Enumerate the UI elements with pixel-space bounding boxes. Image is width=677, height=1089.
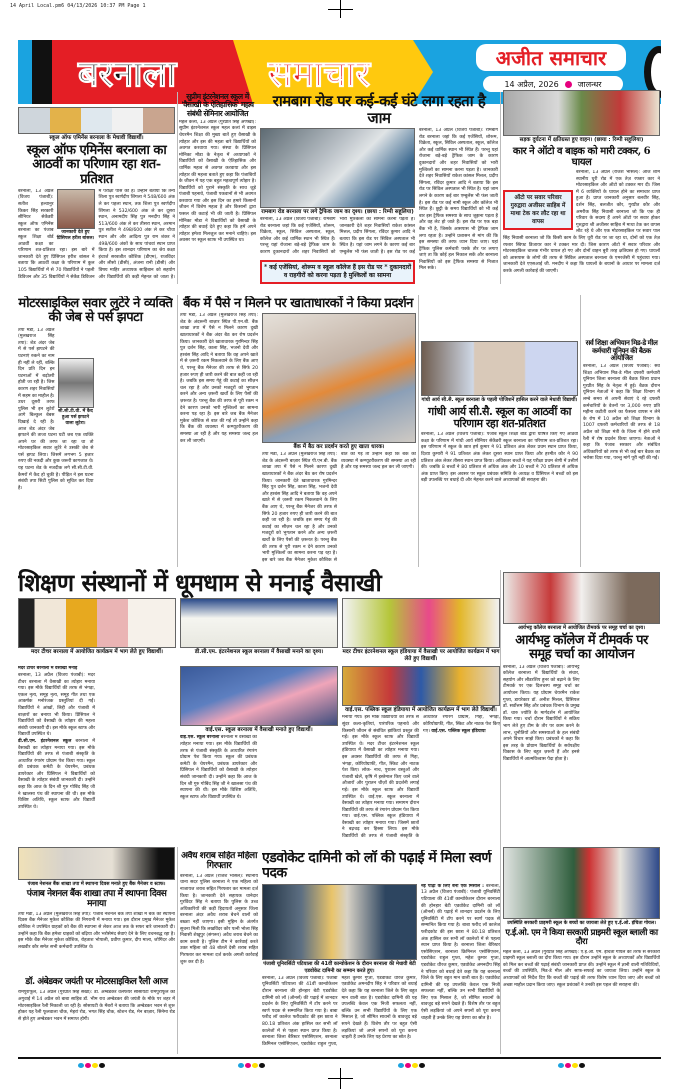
headline: ए.ई.ओ. एम ने किया सरकारी प्राइमरी स्कूल ब्लाली का दौरा: [505, 928, 658, 948]
subheading: डी.सी.एम. इंटरनेशनल स्कूल: [18, 738, 72, 744]
article-body: बरनाला, 13 अप्रैल (विजय पंजाबी): पंजाबी यूनिवर्सिटी पटियाला की 41वीं कान्वोकेशन दौरान बरनाला की होनहार बेटी एडवोकेट दामिनी को लॉ (ऑनर्स) की पढ़ाई में शानदार प्रदर्शन के लिए यूनिवर्सिटी में टॉप करने पर स्वर्ण पदक से सम्मानित किया गया है। बाबा फरीद लॉ कालेज फरीदकोट की इस छात्रा ने 80.18 प्रतिशत अंक हासिल कर सभी लॉ कालेजों में से पहला स्थान प्राप्त किया है। बरनाला जिला बैरिस्टर एसोसिएशन, बरनाला क्रिमिनल एसोसिएशन, एडवोकेट राहुल गुप्ता, महेश कुमार गुप्ता, एडवोकेट धीरज कुमार, एडवोकेट अमनदीप सिंह ने परिवार को बधाई देते कहा कि यह बरनाला जिले के लिए बहुत मान वाली बात है। एडवोकेट दामिनी की यह उपलब्धि केवल एक निजी सफलता नहीं, बल्कि उन सभी विद्यार्थियों के लिए एक मिसाल है, जो सीमित साधनों के बावजूद बड़े सपने देखते हैं। विशेष तौर पर बहुत ऐसी लड़कियां जो अपने सपनों को पूरा करना चाहती हैं उनके लिए यह प्रेरणा का स्रोत है।: [262, 975, 417, 1047]
headline: सुप्रीम इंटरनेशनल स्कूल में 'वैसाखी के ऐतिहासिक' महत्व संबंधी सेमिनार आयोजित: [181, 92, 254, 118]
body-text: बरनाला, 13 अप्रैल (विजय पंजाबी): मदर टीचर बरनाला में वैसाखी का त्योहार मनाया गया। इस मौके विद्यार्थियों की तरफ से भंगड़ा, एकल नृत्य, समूह नृत्य, समूह गीत तथा एक आकर्षक मनोरंजक प्रस्तुतियां दी गईं। विद्यार्थियों ने आंखों, लिद्दी और पंजाबी में बाज़ारों का बनाया भी किया। प्रिंसिपल ने विद्यार्थियों को वैसाखी के त्योहार की महत्ता संबंधी जानकारी दी। इस मौके स्कूल स्टाफ और विद्यार्थी उपस्थित थे।: [18, 672, 95, 738]
principal-photo: [57, 189, 95, 229]
color-registration-marks: [238, 1063, 265, 1068]
photo-row: [18, 598, 500, 664]
body-text: बरनाला में वैसाखी का त्योहार मनाया गया। इस मौके विद्यार्थियों की तरफ से पंजाबी संस्कृति के आधारित रंगारंग प्रोग्राम पेश किया गया। स्कूल की प्रबंधक कमेटी के चेयरमैन, प्रबंधक डायरेक्टर और प्रिंसिपल ने विद्यार्थियों को वैसाखी के त्योहार संबंधी जानकारी दी। उन्होंने कहा कि आज के दिन श्री गुरु गोबिंद सिंह जी ने खालसा पंथ की स्थापना की थी। इस मौके विशिष्ट अतिथि, स्कूल स्टाफ और विद्यार्थी उपस्थित थे।: [18, 738, 95, 810]
cctv-photo: [58, 358, 94, 408]
cctv-photo-block: [58, 358, 94, 428]
photo-caption: मदर टीचर बरनाला में आयोजित कार्यक्रम में भाग लेते हुए विद्यार्थी।: [31, 649, 163, 656]
body-text: मनाया गया। इस मौके विद्यार्थियों की तरफ से सुंदर कला-कृतियां, पारंपरिक पहनावे और किसानी जीवन से संबंधित झांकियां प्रस्तुत की गईं। इस मौके स्कूल स्टाफ और विद्यार्थी उपस्थित थे। मदर टीचर इंटरनेशनल स्कूल हंडियाया में वैसाखी का त्योहार मनाया गया। इस अवसर विद्यार्थियों की तरफ से गिद्दा, भंगड़ा, कोरियोग्राफी, गीत, स्किट और नाटक पेश किए।: [342, 715, 419, 774]
brand-name: अजीत समाचार: [476, 44, 626, 71]
event-photo-1: [18, 598, 176, 648]
crop-mark: [328, 9, 353, 10]
photo-caption: रामबाग रोड बरनाला पर लगे ट्रैफिक जाम का दृश्य। (छाया : रिम्पी सहूलिया): [261, 209, 414, 215]
article-bank-protest: [180, 296, 416, 567]
event-photo-2: [180, 598, 338, 648]
headline: आर्यभट्ट कॉलेज में टीमवर्क पर समूह चर्चा का आयोजन: [515, 633, 648, 663]
headline: गांधी आर्य सी.सै. स्कूल का आठवीं का परिणाम रहा शत-प्रतिशत: [427, 405, 571, 431]
section-vaisakhi: [18, 569, 500, 847]
article-illegal-liquor: [180, 851, 258, 1054]
photo-caption: उपस्थिति सरकारी प्राइमरी स्कूल के बच्चों का जायजा लेते हुए ए.ई.ओ. इंचिता गोयल।: [507, 921, 656, 926]
event-photo-4: [180, 666, 338, 726]
crop-mark: [328, 1078, 353, 1079]
photo-caption: पंजाब नेशनल बैंक शाखा तपा में स्थापना दिवस मनाते हुए बैंक मैनेजर व स्टाफ।: [27, 882, 166, 887]
highlight-box: ऑटो पर सवार परिवार गुरुद्वारा अजीसर साहिब में माथा टेक कर लौट रहा था वापस: [503, 190, 573, 230]
traffic-jam-photo: [260, 128, 415, 208]
photo-caption: सी.सी.टी.वी. में कैद हुआ पर्स झपटने वाला लुटेरा।: [58, 408, 93, 426]
article-body: महल कलां, 13 अप्रैल (गुरप्रीत सिंह अणखी): सुप्रीम इंटरनेशनल स्कूल महल कलां में वाइस चेयरमैन शिक्षा की मुख्य बातें हुए वैसाखी के त्योहार और इस की महता बारे विद्यार्थियों को अवगत करवाया गया। संस्था के प्रिंसिपल मोनिका मौडा के नेतृत्व में अध्यापकों ने विद्यार्थियों को वैसाखी के ऐतिहासिक और धार्मिक महत्व से अवगत करवाया और इस त्योहार की महत्ता बताते हुए कहा कि पंजाबियों के जीवन में यह एक बहुत महत्वपूर्ण त्योहार है। विद्यार्थियों को पुराने संस्कृति के साथ जुड़े पंजाबी पहनावे, पंजाबी पकवानों से भी अवगत करवाया गया और इस दिन का हमारे किसानों जीवन में विशेष महत्व है और किसानों द्वारा फसल की कटाई भी की जाती है। प्रिंसिपल मोनिका मौडा ने विद्यार्थियों को वैसाखी के त्योहार की बधाई देते हुए कहा कि हमें अपने त्योहार हमेशा मिलजुल कर मनाने चाहिएं। इस अवसर पर स्कूल स्टाफ भी उपस्थित था।: [179, 119, 256, 244]
photo-caption: सड़क दुर्घटना में क्षतिग्रस्त हुए वाहन। (छाया : रिम्पी सहूलिया): [519, 137, 644, 143]
protest-photo: [262, 313, 416, 443]
highlight-box: * कई एजेंसियां, शोरूम व स्कूल कॉलेज हैं इस रोड पर * दुकानदारों व राहगीरों को करना पड़ता है मुश्किलों का सामना: [260, 260, 415, 284]
article-body: तपा मंडी, 13 अप्रैल (मुलखराज सिंह तपा): शेड के अंदरूनी बाज़ार स्थित पी.एन.बी. बैंक शाखा तपा में पैसे न मिलने कारण दुखी खाताधारकों ने बैंक अंदर बैठ कर रोष प्रदर्शन किया। जानकारी देते खाताधारक गुरमिन्दर सिंह पुत्र दर्शन सिंह, काला सिंह, भजनो देवी और हरबंस सिंह आदि ने बताया कि वह अपने खाते में से ज़रूरी रकम निकलवाने के लिए बैंक आए थे, परन्तु बैंक मैनेजर की तरफ से सिर्फ 20 हजार रुपए ही जारी करने की बात कही जा रही है। जबकि इस समय गेहूं की कटाई का सीज़न चल रहा है और उनको मजदूरों को भुगतान करने और अन्य ज़रूरी खर्चों के लिए पैसों की ज़रूरत है। परन्तु बैंक की तरफ से पूरी रकम न देने कारण उनको भारी मुश्किलों का सामना करना पड़ रहा है। इस बारे जब बैंक मैनेजर मुकेश कौशिक से बात की गई तो उन्होंने कहा कि बैंक की व्यवस्था में कम्प्यूटरीकरण की समस्या आ रही है और यह समस्या जल्द हल कर ली जाएगी।: [180, 313, 258, 444]
photo-caption: पंजाबी यूनिवर्सिटी पटियाला की 41वीं कान्वोकेशन के दौरान बरनाला की मेधावी बेटी एडवोकेट दामिनी का सम्मान करते हुए।: [263, 960, 416, 974]
photo-caption: स्कूल ऑफ एमिनेंस बरनाला के मेधावी विद्यार्थी।: [49, 135, 144, 141]
article-mid-day-meal-union: [583, 338, 660, 567]
headline: एडवोकेट दामिनी को लॉ की पढ़ाई में मिला स्वर्ण पदक: [262, 850, 491, 882]
article-aeo-school-visit: [503, 847, 660, 1054]
article-vaisakhi-seminar: [179, 92, 256, 284]
photo-caption: गांधी आर्य सी.सै. स्कूल बरनाला के पहली पोजिशनें हासिल करने वाले मेधावी विद्यार्थी।: [421, 397, 578, 403]
article-body-continued: तपा मंडी, 13 अप्रैल (मुलखराज सिंह तपा): शेड के अंदरूनी बाज़ार स्थित पी.एन.बी. बैंक शाखा तपा में पैसे न मिलने कारण दुखी खाताधारकों ने बैंक अंदर बैठ कर रोष प्रदर्शन किया। जानकारी देते खाताधारक गुरमिन्दर सिंह पुत्र दर्शन सिंह, काला सिंह, भजनो देवी और हरबंस सिंह आदि ने बताया कि वह अपने खाते में से ज़रूरी रकम निकलवाने के लिए बैंक आए थे, परन्तु बैंक मैनेजर की तरफ से सिर्फ 20 हजार रुपए ही जारी करने की बात कही जा रही है। जबकि इस समय गेहूं की कटाई का सीज़न चल रहा है और उनको मजदूरों को भुगतान करने और अन्य ज़रूरी खर्चों के लिए पैसों की ज़रूरत है। परन्तु बैंक की तरफ से पूरी रकम न देने कारण उनको भारी मुश्किलों का सामना करना पड़ रहा है। इस बारे जब बैंक मैनेजर मुकेश कौशिक से बात की गई तो उन्होंने कहा कि बैंक की व्यवस्था में कम्प्यूटरीकरण की समस्या आ रही है और यह समस्या जल्द हल कर ली जाएगी।: [262, 452, 416, 563]
headline: बैंक में पैसे न मिलने पर खाताधारकों ने किया प्रदर्शन: [183, 296, 413, 311]
article-body: बरनाला, 13 अप्रैल (विजय पंजाबी): आर्यभट्ट कॉलेज बरनाला में विद्यार्थियों के संचार, सहयोग और लीडरशिप हुनर को बढ़ाने के लिए टीमवर्क पर एक दिलचस्प समूह चर्चा का आयोजन किया। यह प्रोग्राम चेयरमैन राकेश गुप्ता, डायरेक्टर डॉ. अनीश मित्तल, प्रिंसिपल डॉ. सर्वोत्तम सिंह और प्रबंधक विभाग के प्रमुख डॉ. चारु ज्योति के मार्गदर्शन में आयोजित किया गया। चर्चा दौरान विद्यार्थियों ने सक्रिय भाग लेते हुए टीम के तौर पर काम करने के लाभ, चुनौतियों और समस्याओं के हल संबंधी अपने विचार साझे किए। प्रबंधकों ने कहा कि इस तरह के प्रोग्राम विद्यार्थियों के सर्वपक्षीय विकास के लिए बहुत ज़रूरी हैं और इनसे विद्यार्थियों में आत्मविश्वास पैदा होता है।: [503, 664, 580, 762]
article-body: [18, 189, 175, 284]
dot-icon: [565, 81, 572, 88]
photo-caption: आर्यभट्ट कॉलेज बरनाला में आयोजित टीमवर्क पर समूह चर्चा का दृश्य।: [517, 625, 646, 631]
color-registration-marks: [398, 1063, 425, 1068]
photo-caption: बैंक में बैठ कर प्रदर्शन करते हुए खाता धारक।: [293, 444, 385, 451]
event-photo-3: [342, 598, 500, 648]
article-body: [180, 735, 338, 847]
article-body: रामपुराफूल, 13 अप्रैल (गुरप्रीत सिंह सेखों): डॉ. अम्बेडकर वेलफेयर सोसायटी रामपुराफूल की अगुवाई में 14 अप्रैल को बाबा साहिब डॉ. भीम राव अम्बेडकर की जयंती के मौके पर शहर में मोटरसाइकिल रैली निकाली जा रही है। सोसायटी के मेंबरों ने बताया कि अम्बेडकर भवन से शुरू होकर यह रैली फूलवाला चौक, मेहरां रोड, भगत सिंह चौक, स्टेशन रोड, मेन बाज़ार, सिनेमा रोड से होते हुए अम्बेडकर भवन में समाप्त होगी।: [18, 990, 175, 1022]
color-registration-marks: [78, 1063, 105, 1068]
students-photo: [18, 107, 175, 134]
masthead-title-right: समाचार: [268, 53, 371, 95]
headline: डॉ. अंबेडकर जयंती पर मोटरसाइकिल रैली आज: [25, 977, 168, 988]
subheading: नई पीढ़ी के लिए बनी एक मिसाल :: [421, 883, 485, 889]
subheading: वाई.एस. पब्लिक स्कूल हंडियाया: [431, 728, 486, 734]
article-body: महल कलां, 13 अप्रैल (गुरप्रीत सिंह अणखी): ए.ई.ओ. एम. इंचिता गोयल की तरफ से सरकारी प्राइमरी स्कूल ब्लाली का दौरा किया गया। इस दौरान उन्होंने स्कूल के अध्यापकों और विद्यार्थियों को मिल कर बच्चों की पढ़ाई संबंधी जानकारी प्राप्त की। उन्होंने स्कूल में ज्ञानी वाली गतिविधियों, बच्चों की उपस्थिति, मिड-डे मील और साफ-सफाई का जायजा लिया। उन्होंने स्कूल के अध्यापकों को निर्देश दिए कि बच्चों की पढ़ाई की तरफ विशेष ध्यान दिया जाए और बच्चों को अच्छा माहौल प्रदान किया जाए। स्कूल प्रबंधकों ने उनकी इस पहल की सराहना की।: [503, 949, 660, 988]
photo-caption: मदर टीचर इंटरनेशनल स्कूल हंडियाया में वैसाखी पर आयोजित कार्यक्रम में भाग लेते हुए विद्यार्थी।: [342, 649, 500, 663]
article-rambagh-road-jam: [260, 92, 498, 284]
article-aryabhatt-college: [503, 572, 660, 847]
article-car-accident: [503, 90, 660, 284]
principal-photo-block: [57, 189, 95, 243]
body-text: बरनाला में वैसाखी का त्योहार मनाया गया। इस मौके विद्यार्थियों की तरफ से पंजाबी संस्कृति के आधारित रंगारंग प्रोग्राम पेश किया गया। स्कूल की प्रबंधक कमेटी के चेयरमैन, प्रबंधक डायरेक्टर और प्रिंसिपल ने विद्यार्थियों को वैसाखी के त्योहार संबंधी जानकारी दी। उन्होंने कहा कि आज के दिन श्री गुरु गोबिंद सिंह जी ने खालसा पंथ की स्थापना की थी। इस मौके विशिष्ट अतिथि, स्कूल स्टाफ और विद्यार्थी उपस्थित थे।: [180, 735, 257, 800]
subheading: वाई.एस. स्कूल बरनाला: [180, 735, 220, 741]
city: जालन्धर: [577, 79, 602, 89]
award-photo: [262, 884, 417, 960]
headline: स्कूल ऑफ एमिनेंस बरनाला का आठवीं का परिणाम रहा शत-प्रतिशत: [26, 143, 167, 187]
print-slug: 14 April Local.pm6 04/13/2026 10:37 PM Page 1: [10, 3, 146, 9]
headline: कार ने ऑटो व बाइक को मारी टक्कर, 6 घायल: [512, 146, 651, 168]
headline: मोटरसाइकिल सवार लुटेरे ने व्यक्ति की जेब से पर्स झपटा: [18, 296, 173, 326]
article-body: तपा मंडी, 13 अप्रैल (मुलखराज सिंह तपा): पंजाब नेशनल बैंक तपा शाखा में बैंक का स्थापना दिवस बैंक मैनेजर मुकेश कौशिक की निगरानी में मनाया गया। इस दौरान प्रमुख मैनेजर मुकेश कौशिक ने उपस्थित ग्राहकों को बैंक की स्थापना से लेकर आज तक के सफर बारे जानकारी दी। उन्होंने कहा कि बैंक हमेशा ग्राहकों को बढ़िया और भरोसेमंद सेवाएं देने के लिए वचनबद्ध रहा है। इस मौके बैंक मैनेजर मुकेश कौशिक, रोहताश भोपाली, प्रवीण कुमार, दीप माला, जोगिंदर और लखवीर कौर समेत सभी कर्मचारी उपस्थित थे।: [18, 911, 175, 950]
body-text: बरनाला, 13 अप्रैल (राजेश भांसल): आज शाम स्थानीय धूरी रोड में एक तेज़ रफ्तार कार ने मोटरसाइकिल और ऑटो को टक्कर मार दी। जिस में 6 व्यक्तियों के घायल होने का समाचार प्राप्त हुआ है। प्राप्त जानकारी अनुसार बलवीर सिंह, दर्शन सिंह, बलजीत कौर, गुरप्रीत कौर और अमरीक सिंह निवासी बरनाला जो कि एक ही परिवार के सदस्य हैं अपने ऑटो पर सवार होकर गुरुद्वारा श्री अजीसर साहिब में माथा टेक कर वापस लौट रहे थे और एक मोटरसाइकिल पर सवार पाल सिंह निवासी बरनाला जो कि किसी काम के लिए धूरी रोड पर जा रहा था, दोनों को एक तेज़ रफ्तार स्विफ्ट डिजायर कार ने टक्कर मार दी। जिस कारण ऑटो में सवार परिवार और मोटरसाइकिल चालक गंभीर घायल हो गए और दोनों वाहन बुरी तरह क्षतिग्रस्त हो गए। घायलों को आसपास के लोगों की तरफ से सिविल अस्पताल बरनाला के एमरजेंसी में पहुंचाया गया। जानकारी देते एएसआई जी. मनदीप ने कहा कि घायलों के बयानों के आधार पर मामला दर्ज करके अगली कार्रवाई की जाएगी।: [503, 170, 660, 274]
article-body-continued: [421, 884, 500, 1054]
article-body-continued: बरनाला, 13 अप्रैल (विजय पंजाबी): रामबाग रोड बरनाला जहां कि कई एजेंसियों, शोरूम, विक्रेता, स्कूल, सिविल अस्पताल, स्कूल, कॉलेज और कई धार्मिक स्थान भी स्थित हैं। परन्तु यहां रोजाना बड़े-बड़े ट्रैफिक जाम के कारण दुकानदारों और शहर निवासियों को भारी मुश्किलों का सामना करना पड़ता है। जानकारी देते शहर निवासियों राकेश कांसल मित्तल, प्रदीप सिंगला, रविंदर कुमार आदि ने बताया कि इस रोड पर सिविल अस्पताल भी स्थित है। यहां जाम लगने के कारण कई बार एम्बुलेंस भी फंस जाती है। इस रोड पर कई नामी स्कूल और कॉलेज भी स्थित हैं। छुट्टी के समय विद्यार्थियों को भी कई बार इस ट्रैफिक समस्या के साथ जूझना पड़ता है और वह लेट हो जाते हैं। इस रोड पर एक बड़ा बैंक भी है, जिसके आसपास भी ट्रैफिक जाम लगा रहता है। उन्होंने प्रशासन से मांग की कि इस समस्या की तरफ ध्यान दिया जाए। यहां ट्रैफिक पुलिस कर्मचारी पक्के तौर पर लगाए जाएं ता कि कोई हल निकाल सकें और बरनाला निवासियों को इस ट्रैफिक समस्या से निजात मिल सके।: [419, 128, 498, 272]
headline: रामबाग रोड पर कई-कई घंटे लगा रहता है जाम: [272, 92, 486, 127]
body-text: तपा मंडी, 13 अप्रैल (मुलखराज सिंह तपा): शेड अंदर जेब में से पर्स झपटने की घटनाएं रुकने का नाम ही नहीं ले रहीं, बल्कि दिन प्रति दिन इन घटनाओं में बढ़ोतरी होती जा रही है। जिस कारण शहर निवासियों में सहम का माहौल है। उधर दूसरी तरफ पुलिस भी इन लुटेरों आगे बिल्कुल बेबस दिखाई दे रही है। आज शेड अंदर जेब झपटने की ताजा घटना घटी जब एक व्यक्ति अपने घर की तरफ जा रहा था तो मोटरसाइकिल सवार लुटेरे ने उसकी जेब से पर्स झपट लिया। जिसमें लगभग 5 हजार रुपए की नकदी और कुछ जरूरी कागजात थे। यह घटना शेड के नजदीक लगे सी.सी.टी.वी. कैमरों में कैद हो चुकी है। पीड़ित ने इस घटना संबंधी तपा सिटी पुलिस को सूचित कर दिया है।: [18, 327, 94, 491]
body-text: लोक- नाच, पुरातन वस्तुओं और पंजाबी खेलें, कृषि में इस्तेमाल किए जाने वाले औजारों और पुरातन चीज़ों की प्रदर्शनी लगाई गई। इस मौके स्कूल स्टाफ और विद्यार्थी उपस्थित थे। वाई.एस. स्कूल बरनाला में वैसाखी का त्योहार मनाया गया। समागम दौरान विद्यार्थियों की तरफ से रंगारंग प्रोग्राम पेश किया गया। वाई.एस. पब्लिक स्कूल हंडियाया में वैसाखी का त्योहार मनाया गया। जिसमें छात्रों ने बढ़चढ़ कर हिस्सा लिया। इस मौके विद्यार्थियों की तरफ से पंजाबी संस्कृति के आधारित रंगारंग प्रोग्राम, गिद्दा, भंगड़ा, कोरियोग्राफी, गीत, स्किट और नाटक पेश किए गए।: [342, 715, 500, 840]
headline: पंजाब नेशनल बैंक शाखा तपा में स्थापना दिवस मनाया: [26, 889, 167, 909]
page-bottom-rule: [18, 1057, 661, 1059]
article-purse-snatching: [18, 296, 173, 567]
photo-caption: जानकारी देते हुए प्रिंसिपल हरीश बांसल।: [56, 229, 95, 241]
school-visit-photo: [503, 847, 660, 919]
students-photo: [421, 341, 578, 396]
article-body: बरनाला, 13 अप्रैल (विजय पंजाबी): रामबाग रोड बरनाला जहां कि कई एजेंसियों, शोरूम, विक्रेता, स्कूल, सिविल अस्पताल, स्कूल, कॉलेज और कई धार्मिक स्थान भी स्थित हैं। परन्तु यहां रोजाना बड़े-बड़े ट्रैफिक जाम के कारण दुकानदारों और शहर निवासियों को भारी मुश्किलों का सामना करना पड़ता है। जानकारी देते शहर निवासियों राकेश कांसल मित्तल, प्रदीप सिंगला, रविंदर कुमार आदि ने बताया कि इस रोड पर सिविल अस्पताल भी स्थित है। यहां जाम लगने के कारण कई बार एम्बुलेंस भी फंस जाती है। इस रोड पर कई: [260, 217, 415, 255]
headline: सर्व शिक्षा अभियान मिड-डे मील कर्मचारी यूनियन की बैठक आयोजित: [585, 338, 658, 363]
event-photo-5: [342, 666, 500, 706]
masthead-title-left: बरनाला: [78, 53, 177, 95]
body-text: बरनाला, 13 अप्रैल (विजय पंजाबी): सतीश हल्वानुर किकर सिंह सरकारी सीनियर सेकेंडरी स्कूल ऑफ एमिनेंस बरनाला का पंजाब स्कूल शिक्षा बोर्ड आठवीं कक्षा का परिणाम शत-प्रतिशत रहा। इस बारे में जानकारी देते हुए प्रिंसिपल हरीश बांसल ने बताया कि आठवीं कक्षा के परिणाम में कुल 105 विद्यार्थियों में से 70 विद्यार्थियों ने पहली डिविजन और 35 विद्यार्थियों ने सेकेंड डिविजन में परीक्षा पास की है। उन्होंने बताया कि तन्य शिला पुत्र स्वर्णदीप शिंगला ने 548/600 अंक ले कर पहला स्थान, तक शिला पुत्र स्वर्णदीप शिंगला ने 532/600 अंक ले कर दूसरा स्थान, अनामदीप सिंह पुत्र मनदीप सिंह ने 513/600 अंक ले कर तीसरा स्थान, अरमान पुत्र सतीश ने 498/600 अंक ले कर चौथा स्थान और और आदित्य पुत्र राम शंकर ने 498/600 अंकों के साथ पांचवां स्थान प्राप्त किया है। इस शानदार परिणाम का श्रेय कक्षा इंचार्ज सरबजीत कौशिक (डीएम), राजविंदर और लीसो (डीसी), अंजना रानी (डीसी) और विषय माहिर अध्यापक साहिबान को सहयोग और विद्यार्थियों की कड़ी मेहनत को जाता है।: [18, 188, 175, 280]
seminar-photo: [503, 572, 660, 624]
headline: अवैध शराब सहित महिला गिरफ्तार: [181, 851, 257, 871]
article-body: [503, 170, 660, 284]
bank-event-photo: [18, 847, 175, 880]
section-headline: शिक्षण संस्थानों में धूमधाम से मनाई वैसाखी: [18, 569, 382, 597]
article-body: [342, 715, 500, 847]
color-registration-marks: [558, 1063, 585, 1068]
photo-caption: वाई.एस. पब्लिक स्कूल हंडियाया में आयोजित कार्यक्रम में भाग लेते विद्यार्थी।: [345, 707, 497, 714]
article-body: बरनाला, 13 अप्रैल (राजेश भांसल): स्थानीय थाना सदर पुलिस बरनाला ने एक महिला को नाजायज शराब सहित गिरफ्तार कर मामला दर्ज किया है। जानकारी देते सहायक थानेदार गुरविंदर सिंह ने बताया कि पुलिस के उच्च अधिकारियों की कड़ी हिदायतों अनुसार जिला बरनाला अंदर अवैध शराब बेचने वालों को बख्शा नहीं जाएगा। इसी मुहिम के अंतर्गत सूचना मिली कि लखविंदर कौर पत्नी भोला सिंह निवासी शेखूपुर (संगरूर) अवैध शराब बेचने का काम करती है। पुलिस टीम ने कार्रवाई करते उक्त महिला को 48 बोतलें देसी शराब सहित गिरफ्तार कर मामला दर्ज करके अगली कार्रवाई शुरू कर दी है।: [180, 873, 258, 965]
article-school-of-eminence: [18, 107, 175, 284]
photo-caption: वाई.एस. स्कूल बरनाला में वैसाखी मनाते हुए विद्यार्थी।: [205, 727, 313, 734]
accident-photo: [503, 90, 660, 136]
body-text: बरनाला, 13 अप्रैल (विजय पंजाबी): पंजाबी यूनिवर्सिटी पटियाला की 41वीं कान्वोकेशन दौरान बरनाला की होनहार बेटी एडवोकेट दामिनी को लॉ (ऑनर्स) की पढ़ाई में शानदार प्रदर्शन के लिए यूनिवर्सिटी में टॉप करने पर स्वर्ण पदक से सम्मानित किया गया है। बाबा फरीद लॉ कालेज फरीदकोट की इस छात्रा ने 80.18 प्रतिशत अंक हासिल कर सभी लॉ कालेजों में से पहला स्थान प्राप्त किया है। बरनाला जिला बैरिस्टर एसोसिएशन, बरनाला क्रिमिनल एसोसिएशन, एडवोकेट राहुल गुप्ता, महेश कुमार गुप्ता, एडवोकेट धीरज कुमार, एडवोकेट अमनदीप सिंह ने परिवार को बधाई देते कहा कि यह बरनाला जिले के लिए बहुत मान वाली बात है। एडवोकेट दामिनी की यह उपलब्धि केवल एक निजी सफलता नहीं, बल्कि उन सभी विद्यार्थियों के लिए एक मिसाल है, जो सीमित साधनों के बावजूद बड़े सपने देखते हैं। विशेष तौर पर बहुत ऐसी लड़कियां जो अपने सपनों को पूरा करना चाहती हैं उनके लिए यह प्रेरणा का स्रोत है।: [421, 883, 500, 1021]
article-pnb-foundation-day: [18, 847, 175, 1054]
subheading: मदर टीचर बरनाला में वैसाखी मनाई: [18, 666, 78, 672]
issue-date: 14 अप्रैल, 2026: [504, 79, 559, 89]
article-body: [18, 328, 173, 567]
article-body: बरनाला, 13 अप्रैल (विजय पंजाबी): सर्व शिक्षा अभियान मिड-डे मील दफ्तरी कर्मचारी यूनियन जिला बरनाला की बैठक जिला प्रधान गुरप्रीत सिंह के नेतृत्व में हुई। बैठक दौरान यूनियन नेताओं ने कहा कि शिक्षा विभाग में लम्बे समय से अपनी सेवाएं दे रहे दफ्तरी कर्मचारियों के वेतनों पर 3,000 रुपए प्रति महीना कटौती करने का फैसला वापस न लेने के रोष में 10 अप्रैल को शिक्षा विभाग के 1007 दफ्तरी कर्मचारियों की तरफ से 18 अप्रैल को शिक्षा मंत्री के जिला में होने वाली रैली में रोष प्रदर्शन किया जाएगा। नेताओं ने कहा कि पंजाब सरकार और संबंधित अधिकारियों को तरफ से भी कई बार बैठक का भरोसा दिया गया, परन्तु मांगें पूरी नहीं की गईं।: [583, 364, 660, 462]
article-body: [18, 666, 176, 847]
article-advocate-damini: [262, 850, 500, 1054]
article-gandhi-arya-school: [421, 341, 578, 567]
photo-caption: डी.सी.एम. इंटरनेशनल स्कूल बरनाला में वैसाखी मनाने का दृश्य।: [194, 649, 324, 656]
article-body: बरनाला, 13 अप्रैल (विजय पंजाबी): पंजाब स्कूल शिक्षा बोर्ड द्वारा घोषित किए गए आठवीं कक्षा के परिणाम में गांधी आर्य सीनियर सेकेंडरी स्कूल बरनाला का परिणाम शत-प्रतिशत रहा। इस परिणाम में स्कूल के छात्र हर्ष कुमार ने 91 प्रतिशत अंक लेकर प्रथम स्थान प्राप्त किया, दिव्या कुमारी ने 91 प्रतिशत अंक लेकर दूसरा स्थान प्राप्त किया और हरमीत कौर ने 90 प्रतिशत अंक लेकर तीसरा स्थान प्राप्त किया। अधिकतर बच्चों ने यह परीक्षा प्रथम श्रेणी में उत्तीर्ण की। जबकि 8 बच्चों ने 80 प्रतिशत से अधिक अंक और 10 बच्चों ने 70 प्रतिशत से अधिक अंक प्राप्त किए। इस अवसर पर स्कूल प्रबंधक समिति के अध्यक्ष व प्रिंसिपल ने बच्चों को इस बड़ी उपलब्धि पर बधाई दी और मेहनत करने वाले अध्यापकों की सराहना की।: [421, 432, 578, 484]
